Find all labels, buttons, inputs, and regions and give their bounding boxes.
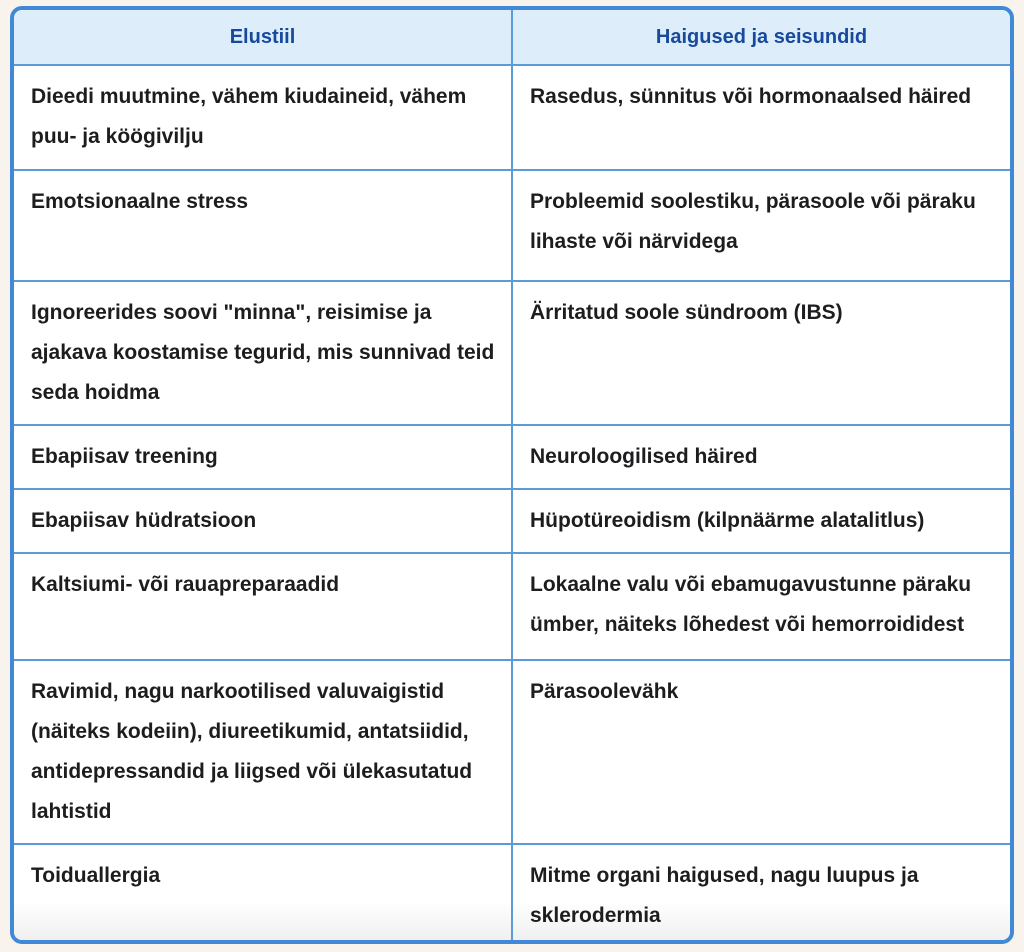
cell-lifestyle: Toiduallergia	[14, 844, 512, 944]
table-row	[14, 281, 1010, 425]
cell-lifestyle: Ebapiisav treening	[14, 425, 512, 489]
data-table	[14, 10, 1010, 944]
table-row	[14, 425, 1010, 489]
cell-lifestyle: Ignoreerides soovi "minna", reisimise ja ajakava koostamise tegurid, mis sunnivad teid seda hoidma	[14, 281, 512, 425]
cell-lifestyle: Ebapiisav hüdratsioon	[14, 489, 512, 553]
table-row	[14, 489, 1010, 553]
cell-conditions: Hüpotüreoidism (kilpnäärme alatalitlus)	[512, 489, 1010, 553]
cell-lifestyle: Emotsionaalne stress	[14, 170, 512, 281]
lifestyle-conditions-table	[10, 6, 1014, 944]
column-header-conditions: Haigused ja seisundid	[512, 10, 1010, 65]
column-header-lifestyle: Elustiil	[14, 10, 512, 65]
cell-lifestyle: Ravimid, nagu narkootilised valuvaigistid (näiteks kodeiin), diureetikumid, antatsiidid, antidepressandid ja liigsed või ülekasutatud lahtistid	[14, 660, 512, 844]
header-row	[14, 10, 1010, 65]
cell-conditions: Ärritatud soole sündroom (IBS)	[512, 281, 1010, 425]
cell-lifestyle: Dieedi muutmine, vähem kiudaineid, vähem puu- ja köögivilju	[14, 65, 512, 170]
cell-conditions: Mitme organi haigused, nagu luupus ja sklerodermia	[512, 844, 1010, 944]
cell-conditions: Neuroloogilised häired	[512, 425, 1010, 489]
table-row	[14, 65, 1010, 170]
cell-conditions: Lokaalne valu või ebamugavustunne päraku ümber, näiteks lõhedest või hemorroididest	[512, 553, 1010, 660]
table-row	[14, 170, 1010, 281]
cell-conditions: Pärasoolevähk	[512, 660, 1010, 844]
table-row	[14, 660, 1010, 844]
cell-conditions: Probleemid soolestiku, pärasoole või päraku lihaste või närvidega	[512, 170, 1010, 281]
cell-lifestyle: Kaltsiumi- või rauapreparaadid	[14, 553, 512, 660]
cell-conditions: Rasedus, sünnitus või hormonaalsed häired	[512, 65, 1010, 170]
table-row	[14, 553, 1010, 660]
table-row	[14, 844, 1010, 944]
